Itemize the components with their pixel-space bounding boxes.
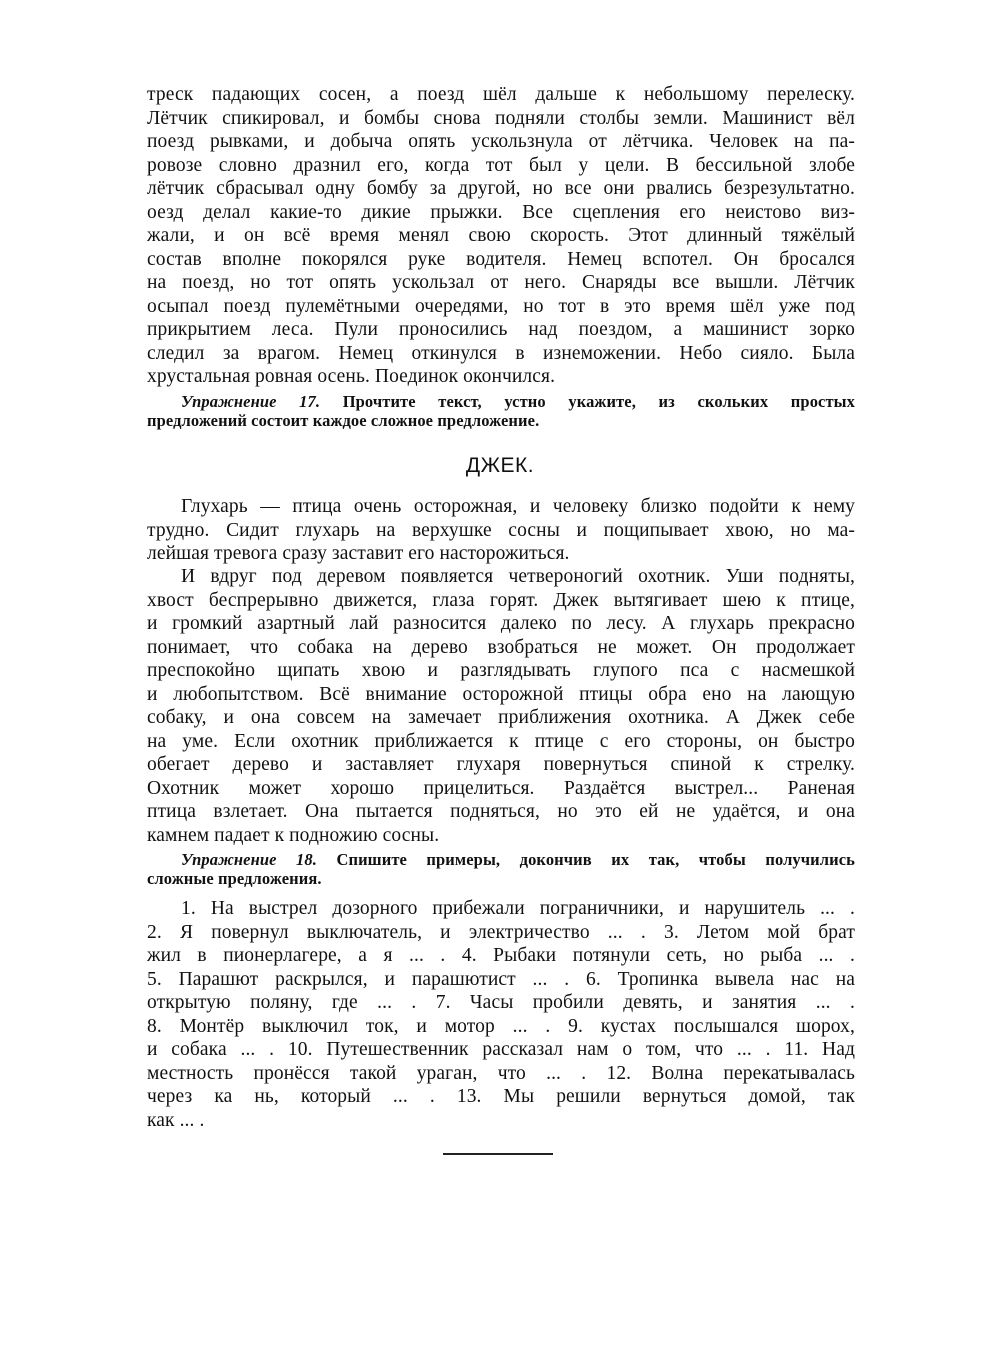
story-paragraph-1 xyxy=(147,495,855,566)
text-line: хвост беспрерывно движется, глаза горят. Джек вытягивает шею к птице, xyxy=(147,589,855,611)
exercise-18 xyxy=(147,850,855,888)
text-line: оезд делал какие-то дикие прыжки. Все сцепления его неистово виз- xyxy=(147,201,855,223)
text-line: как ... . xyxy=(147,1109,205,1131)
text-line: собаку, и она совсем на замечает приближения охотника. А Джек себе xyxy=(147,707,855,728)
text-line: обегает дерево и заставляет глухаря повернуться спиной к стрелку. xyxy=(147,754,855,775)
exercise-17-label: Упражнение 17. xyxy=(181,392,321,411)
text-line: и любопытством. Всё внимание осторожной птицы обра ено на лающую xyxy=(147,683,855,705)
text-line: треск падающих сосен, а поезд шёл дальше к небольшому перелеску. xyxy=(147,84,855,105)
text-line: ровозе словно дразнил его, когда тот был у цели. В бессильной злобе xyxy=(147,154,855,176)
text-line: 8. Монтёр выключил ток, и мотор ... . 9. кустах послышался шорох, xyxy=(147,1015,855,1037)
text-line: И вдруг под деревом появляется четвероногий охотник. Уши подняты, xyxy=(181,566,855,587)
exercise-17-text: Прочтите текст, устно укажите, из скольких простых xyxy=(342,392,855,411)
text-line: местность пронёсся такой ураган, что ... . 12. Волна перекатывалась xyxy=(147,1062,855,1084)
text-line: и собака ... . 10. Путешественник рассказал нам о том, что ... . 11. Над xyxy=(147,1039,855,1060)
text-line: птица взлетает. Она пытается подняться, но это ей не удаётся, и она xyxy=(147,801,855,822)
exercise-18-line xyxy=(147,850,855,869)
text-line: Лётчик спикировал, и бомбы снова подняли столбы земли. Машинист вёл xyxy=(147,107,855,129)
text-line: следил за врагом. Немец откинулся в изнеможении. Небо сияло. Была xyxy=(147,342,855,364)
text-line: на поезд, но тот опять ускользал от него. Снаряды все вышли. Лётчик xyxy=(147,272,855,293)
text-line: 1. На выстрел дозорного прибежали пограничники, и нарушитель ... . xyxy=(181,898,855,919)
examples-list xyxy=(147,897,855,1132)
exercise-18-line: сложные предложения. xyxy=(147,869,322,888)
text-line: осыпал поезд пулемётными очередями, но тот в это время шёл уже под xyxy=(147,295,855,317)
text-line: преспокойно щипать хвою и разглядывать глупого пса с насмешкой xyxy=(147,660,855,681)
text-line: жил в пионерлагере, а я ... . 4. Рыбаки потянули сеть, но рыба ... . xyxy=(147,945,855,966)
text-line: прикрытием леса. Пули проносились над поездом, а машинист зорко xyxy=(147,319,855,340)
text-line: Охотник может хорошо прицелиться. Раздаётся выстрел... Раненая xyxy=(147,777,855,799)
story-title: ДЖЕК. xyxy=(465,454,535,477)
text-line: 5. Парашют раскрылся, и парашютист ... . 6. Тропинка вывела нас на xyxy=(147,968,855,990)
text-line: и громкий азартный лай разносится далеко по лесу. А глухарь прекрасно xyxy=(147,613,855,634)
text-line: 2. Я повернул выключатель, и электричество ... . 3. Летом мой брат xyxy=(147,921,855,943)
text-line: открытую поляну, где ... . 7. Часы пробили девять, и занятия ... . xyxy=(147,992,855,1013)
text-line: лейшая тревога сразу заставит его насторожиться. xyxy=(147,543,570,564)
text-line: понимает, что собака на дерево взобраться не может. Он продолжает xyxy=(147,636,855,658)
exercise-18-text: Спишите примеры, докончив их так, чтобы получились xyxy=(336,850,856,869)
exercise-17-line xyxy=(147,392,855,411)
end-divider xyxy=(443,1153,553,1155)
text-line: жали, и он всё время менял свою скорость. Этот длинный тяжёлый xyxy=(147,225,855,246)
story-paragraph-2 xyxy=(147,565,855,847)
text-line: камнем падает к подножию сосны. xyxy=(147,824,440,846)
exercise-17 xyxy=(147,392,855,430)
text-line: состав вполне покорялся руке водителя. Немец вспотел. Он бросался xyxy=(147,248,855,270)
text-line: поезд рывками, и добыча опять ускользнула от лётчика. Человек на па- xyxy=(147,131,855,152)
top-paragraph xyxy=(147,83,855,389)
text-line: Глухарь — птица очень осторожная, и человеку близко подойти к нему xyxy=(181,496,855,517)
text-line: хрустальная ровная осень. Поединок окончился. xyxy=(147,366,556,387)
text-line: через ка нь, который ... . 13. Мы решили вернуться домой, так xyxy=(147,1086,855,1107)
text-line: лётчик сбрасывал одну бомбу за другой, но все они рвались безрезультатно. xyxy=(147,178,855,199)
text-line: трудно. Сидит глухарь на верхушке сосны и пощипывает хвою, но ма- xyxy=(147,519,855,541)
exercise-17-line: предложений состоит каждое сложное предложение. xyxy=(147,411,540,430)
exercise-18-label: Упражнение 18. xyxy=(181,850,317,869)
text-line: на уме. Если охотник приближается к птице с его стороны, он быстро xyxy=(147,730,855,752)
